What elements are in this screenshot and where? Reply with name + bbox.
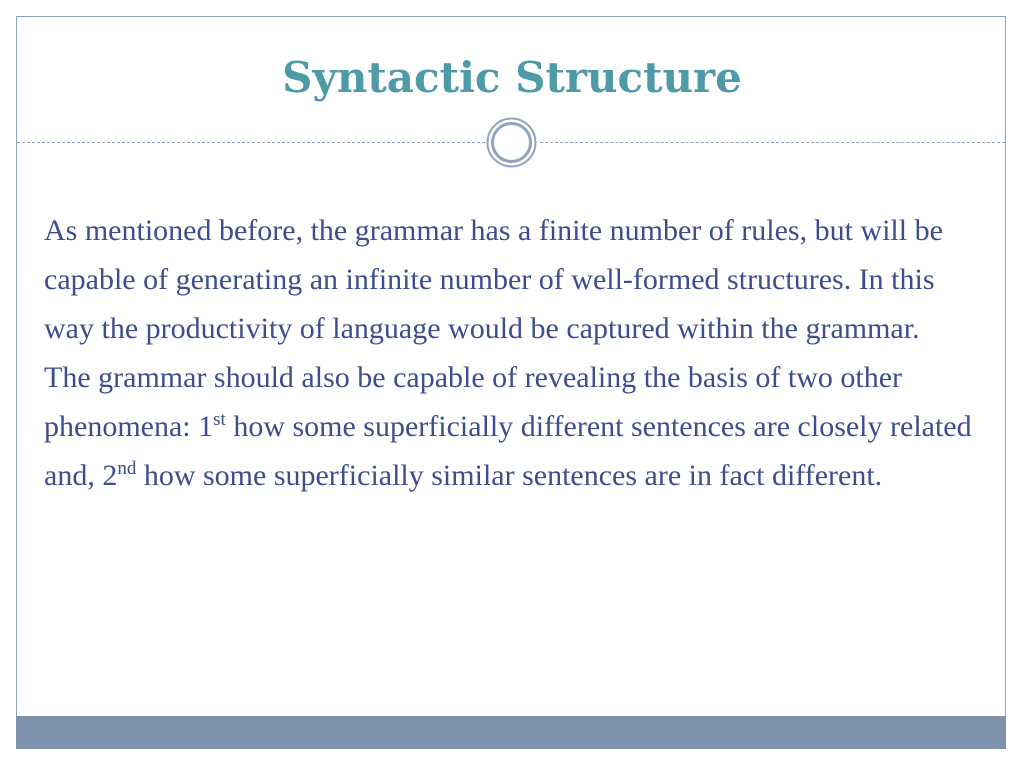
- title-divider-left: [17, 142, 485, 143]
- phenomena-text-part3: how some superficially similar sentences are in fact different.: [136, 459, 883, 492]
- ordinal-suffix-first: st: [213, 409, 226, 430]
- slide-body: [44, 206, 974, 500]
- paragraph-productivity: As mentioned before, the grammar has a finite number of rules, but will be capable of generating an infinite number of well-formed structures. In this way the productivity of language would be captured within the grammar.: [44, 214, 943, 345]
- footer-bar: [16, 716, 1006, 749]
- slide-title: Syntactic Structure: [282, 53, 742, 102]
- paragraph-phenomena: [44, 353, 974, 500]
- ring-ornament-icon: [485, 116, 538, 169]
- ordinal-suffix-second: nd: [117, 458, 137, 479]
- phenomena-text-part2: how some superficially different sentences are closely related and, 2: [44, 410, 972, 492]
- title-divider-right: [540, 142, 1005, 143]
- phenomena-text-part1: The grammar should also be capable of revealing the basis of two other phenomena: 1: [44, 361, 903, 443]
